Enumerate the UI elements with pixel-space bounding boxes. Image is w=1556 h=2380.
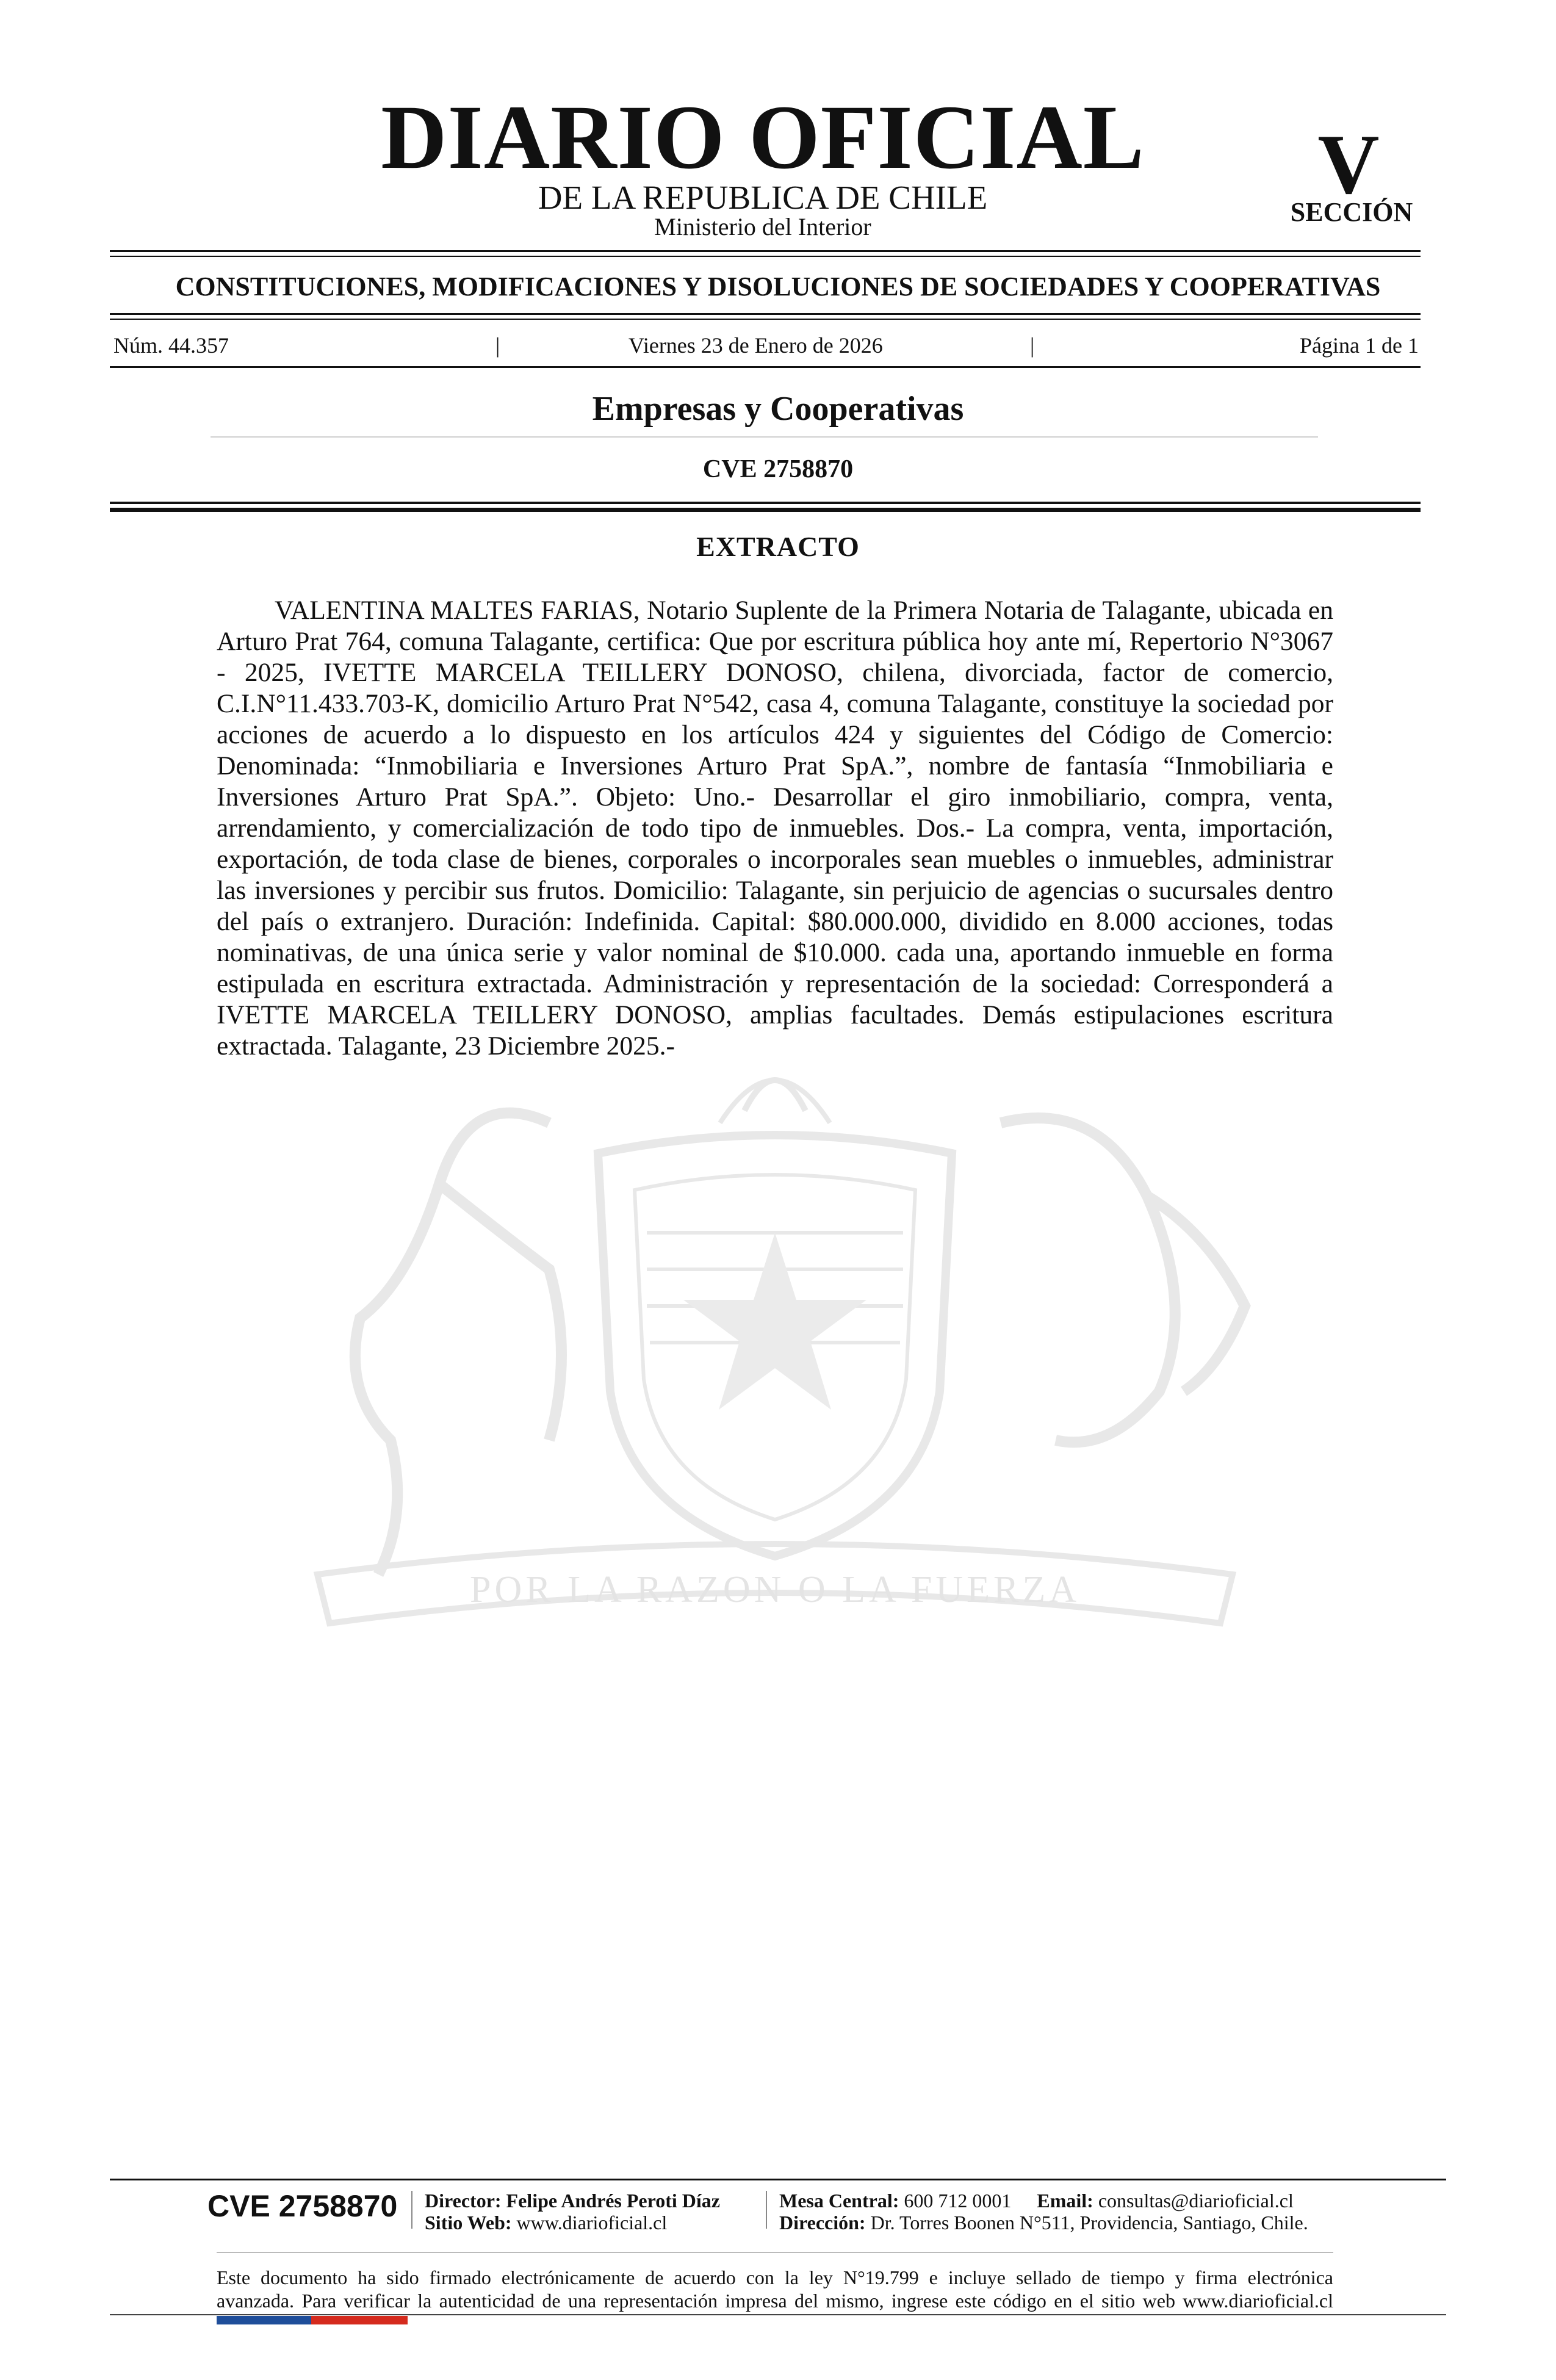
category-divider [211,436,1318,438]
footer-cve-code: CVE 2758870 [207,2189,398,2223]
masthead-title: DIARIO OFICIAL [381,87,1145,188]
section-heading-rule-thin [110,319,1421,320]
director-label: Director: [425,2190,502,2212]
footer-rule [110,2179,1446,2180]
footer-website [425,2212,667,2234]
issue-separator: | [1030,333,1035,358]
masthead-rule [110,250,1421,252]
website-label: Sitio Web: [425,2212,512,2234]
motto-text: POR LA RAZON O LA FUERZA [469,1569,1081,1610]
section-numeral: V [1317,117,1380,212]
director-name: Felipe Andrés Peroti Díaz [506,2190,720,2212]
address-text: Dr. Torres Boonen N°511, Providencia, Santiago, Chile. [870,2212,1308,2234]
section-label: SECCIÓN [1290,197,1413,227]
document-title: EXTRACTO [696,531,860,562]
phone-label: Mesa Central: [779,2190,899,2212]
document-rule [110,502,1421,504]
footer-address [779,2212,1308,2234]
document-rule-thick [110,508,1421,512]
footer-contact [779,2190,1294,2212]
cve-code: CVE 2758870 [702,455,854,483]
section-heading: CONSTITUCIONES, MODIFICACIONES Y DISOLUCIONES DE SOCIEDADES Y COOPERATIVAS [175,272,1381,301]
category-title: Empresas y Cooperativas [592,390,964,428]
email-label: Email: [1037,2190,1093,2212]
flag-blue-bar [217,2316,311,2324]
issue-number: Núm. 44.357 [113,333,229,358]
footer-divider [766,2191,767,2229]
phone-number: 600 712 0001 [904,2190,1012,2212]
flag-red-bar [311,2316,408,2324]
issue-date: Viernes 23 de Enero de 2026 [629,333,883,358]
email-link[interactable]: consultas@diarioficial.cl [1098,2190,1294,2212]
masthead-rule-thin [110,256,1421,257]
star-icon [683,1233,866,1410]
masthead-subtitle: DE LA REPUBLICA DE CHILE [538,179,988,216]
footer-note [217,2266,1333,2312]
footer-director [425,2190,720,2212]
issue-page: Página 1 de 1 [1300,333,1419,358]
footer-note-line-1: Este documento ha sido firmado electrónicamente de acuerdo con la ley N°19.799 e incluye sellado de tiempo y firma electrónica [217,2266,1333,2288]
footer-bottom-rule [110,2314,1446,2315]
issue-separator: | [495,333,500,358]
document-body: VALENTINA MALTES FARIAS, Notario Suplente de la Primera Notaria de Talagante, ubicada en Arturo Prat 764, comuna Talagante, certifica: Que por escritura pública hoy ante mí, Repertorio N°3067 - 2025, IVETTE MARCELA TEILLERY DONOSO, chilena, divorciada, factor de comercio, C.I.N°11.433.703-K, domicilio Arturo Prat N°542, casa 4, comuna Talagante, constituye la sociedad por acciones de acuerdo a lo dispuesto en los artículos 424 y siguientes del Código de Comercio: Denominada: “Inmobiliaria e Inversiones Arturo Prat SpA.”, nombre de fantasía “Inmobiliaria e Inversiones Arturo Prat SpA.”. Objeto: Uno.- Desarrollar el giro inmobiliario, compra, venta, arrendamiento, y comercialización de todo tipo de inmuebles. Dos.- La compra, venta, importación, exportación, de toda clase de bienes, corporales o incorporales sean muebles o inmuebles, administrar las inversiones y percibir sus frutos. Domicilio: Talagante, sin perjuicio de agencias o sucursales dentro del país o extranjero. Duración: Indefinida. Capital: $80.000.000, dividido en 8.000 acciones, todas nominativas, de una única serie y valor nominal de $10.000. cada una, aportando inmueble en forma estipulada en escritura extractada. Administración y representación de la sociedad: Corresponderá a IVETTE MARCELA TEILLERY DONOSO, amplias facultades. Demás estipulaciones escritura extractada. Talagante, 23 Diciembre 2025.- [217,596,1333,1061]
masthead-ministry: Ministerio del Interior [654,213,871,240]
footer-note-divider [217,2252,1333,2253]
footer-divider [411,2191,412,2229]
issue-rule [110,366,1421,368]
section-heading-rule [110,313,1421,315]
coat-of-arms-watermark [207,1050,1342,1660]
footer-note-line-2: avanzada. Para verificar la autenticidad de una representación impresa del mismo, ingrese este código en el sitio web www.diarioficial.cl [217,2290,1333,2312]
address-label: Dirección: [779,2212,866,2234]
website-link[interactable]: www.diarioficial.cl [516,2212,668,2234]
